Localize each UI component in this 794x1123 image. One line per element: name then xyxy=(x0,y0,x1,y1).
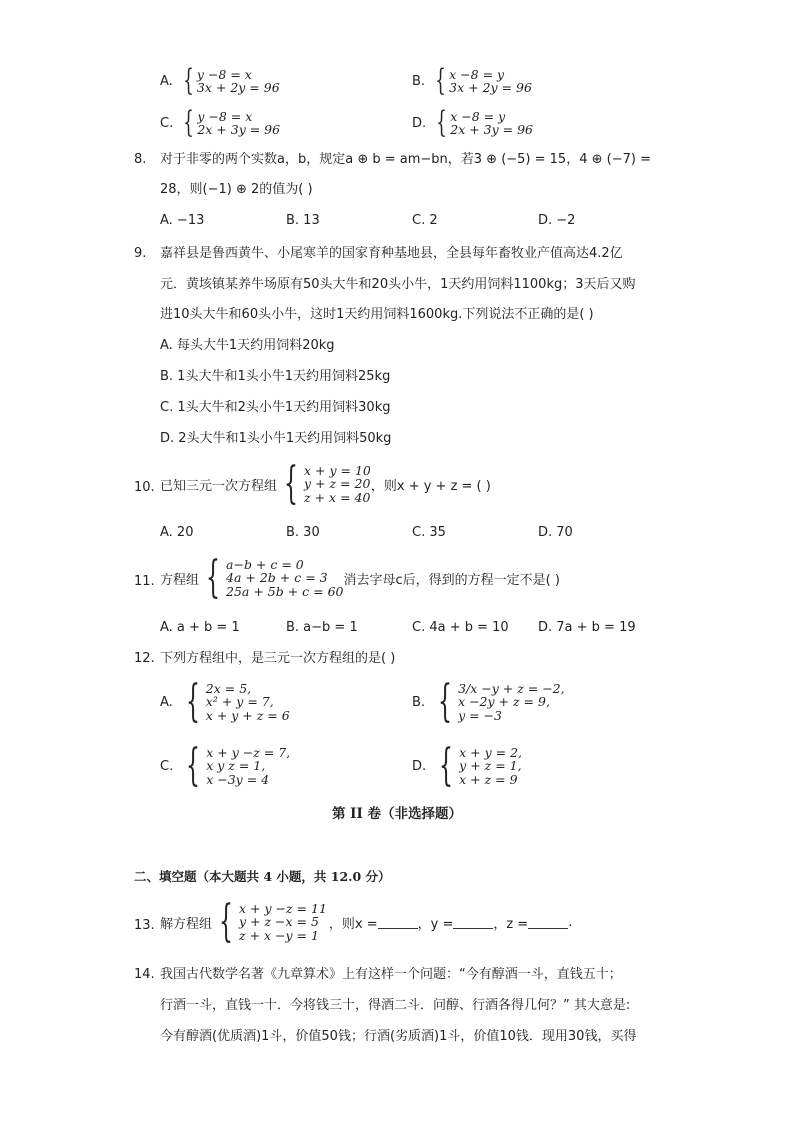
q7-option-a[interactable] xyxy=(160,63,280,98)
option-label: B. xyxy=(412,73,426,89)
q14-stem-line1: 我国古代数学名著《九章算术》上有这样一个问题：“今有醇酒一斗，直钱五十； xyxy=(160,967,622,982)
brace-icon: { xyxy=(438,676,453,727)
x-answer-blank[interactable] xyxy=(378,916,418,929)
stem-prefix: 解方程组 xyxy=(160,916,213,932)
brace-icon: { xyxy=(183,105,195,140)
z-answer-blank[interactable] xyxy=(528,916,568,929)
part-heading: 第 II 卷（非选择题） xyxy=(331,806,463,822)
q11-stem xyxy=(160,552,560,603)
equation: 4a + 2b + c = 3 xyxy=(226,570,328,586)
end-period: . xyxy=(568,914,573,930)
q14-stem-line2: 行酒一斗，直钱一十．今将钱三十，得酒二斗．问醇、行酒各得几何？” 其大意是: xyxy=(160,998,631,1013)
q12-option-a[interactable] xyxy=(160,676,290,727)
equation: a−b + c = 0 xyxy=(226,556,304,572)
q7-option-c[interactable] xyxy=(160,105,281,140)
stem-suffix: 消去字母c后，得到的方程一定不是( ) xyxy=(343,572,560,588)
equation: x + y −z = 7, xyxy=(206,744,291,760)
option-label: D. xyxy=(412,758,427,774)
q8-stem-line1: 对于非零的两个实数a，b，规定a ⊕ b = am−bn，若3 ⊕ (−5) = 15，4 ⊕ (−7) = xyxy=(160,152,651,167)
equation: z + x = 40 xyxy=(304,489,371,505)
q12-option-b[interactable] xyxy=(412,676,565,727)
q8-option-d[interactable]: D. −2 xyxy=(538,213,576,228)
equation: 25a + 5b + c = 60 xyxy=(226,583,344,599)
brace-icon: { xyxy=(183,63,194,98)
option-label: A. xyxy=(160,694,173,710)
equation: y −8 = x xyxy=(196,66,252,82)
stem-prefix: 已知三元一次方程组 xyxy=(160,478,278,494)
q12-stem: 下列方程组中，是三元一次方程组的是( ) xyxy=(160,651,396,666)
q9-stem-line1: 嘉祥县是鲁西黄牛、小尾寒羊的国家育种基地县，全县每年畜牧业产值高达4.2亿 xyxy=(160,246,623,261)
equation: y + z = 1, xyxy=(459,758,522,774)
equation: y −8 = x xyxy=(197,108,253,124)
q11-option-a[interactable]: A. a + b = 1 xyxy=(160,620,240,635)
option-label: A. xyxy=(160,73,173,89)
option-label: C. xyxy=(160,758,174,774)
brace-icon: { xyxy=(439,740,454,791)
q8-stem-line2: 28，则(−1) ⊕ 2的值为( ) xyxy=(160,182,313,197)
question-number: 12. xyxy=(134,651,155,666)
q9-stem-line2: 元．黄垓镇某养牛场原有50头大牛和20头小牛，1天约用饲料1100kg；3天后又购 xyxy=(160,277,636,292)
equation: x −3y = 4 xyxy=(206,771,270,787)
question-number: 13. xyxy=(134,918,155,933)
q10-option-c[interactable]: C. 35 xyxy=(412,525,446,540)
equation: 3/x −y + z = −2, xyxy=(458,680,565,696)
equation: 2x = 5, xyxy=(205,680,252,696)
x-answer-label: ，则x = xyxy=(328,916,378,932)
q9-option-a[interactable]: A. 每头大牛1天约用饲料20kg xyxy=(160,338,335,353)
q10-option-d[interactable]: D. 70 xyxy=(538,525,573,540)
equation: y = −3 xyxy=(458,707,502,723)
q12-option-d[interactable] xyxy=(412,740,523,791)
stem-suffix: ，则x + y + z = ( ) xyxy=(370,478,491,494)
option-label: C. xyxy=(160,115,174,131)
equation: x + y = 2, xyxy=(459,744,523,760)
question-number: 9. xyxy=(134,246,147,261)
q10-option-a[interactable]: A. 20 xyxy=(160,525,194,540)
q12-option-c[interactable] xyxy=(160,740,291,791)
brace-icon: { xyxy=(436,105,447,140)
brace-icon: { xyxy=(185,676,200,727)
equation: 3x + 2y = 96 xyxy=(196,80,280,95)
q11-option-b[interactable]: B. a−b = 1 xyxy=(286,620,358,635)
q9-option-b[interactable]: B. 1头大牛和1头小牛1天约用饲料25kg xyxy=(160,369,391,384)
question-number: 11. xyxy=(134,574,155,589)
q10-option-b[interactable]: B. 30 xyxy=(286,525,320,540)
equation: x + z = 9 xyxy=(459,771,518,787)
brace-icon: { xyxy=(186,740,201,791)
stem-prefix: 方程组 xyxy=(160,572,200,588)
brace-icon: { xyxy=(219,896,234,947)
equation: 3x + 2y = 96 xyxy=(449,80,532,95)
brace-icon: { xyxy=(435,63,446,98)
question-number: 8. xyxy=(134,152,147,167)
z-answer-label: ，z = xyxy=(493,916,529,932)
equation: y + z −x = 5 xyxy=(239,914,319,930)
option-label: D. xyxy=(412,115,427,131)
q11-option-c[interactable]: C. 4a + b = 10 xyxy=(412,620,509,635)
equation: z + x −y = 1 xyxy=(239,927,319,943)
equation: x + y −z = 11 xyxy=(239,900,327,916)
equation: x + y + z = 6 xyxy=(205,707,290,723)
equation: 2x + 3y = 96 xyxy=(450,122,534,137)
equation: x y z = 1, xyxy=(206,758,266,774)
q8-option-b[interactable]: B. 13 xyxy=(286,213,320,228)
equation: x² + y = 7, xyxy=(205,694,274,710)
q7-option-b[interactable] xyxy=(412,63,532,98)
q13-stem xyxy=(160,896,573,947)
option-label: B. xyxy=(412,694,426,710)
y-answer-label: ，y = xyxy=(417,916,454,932)
y-answer-blank[interactable] xyxy=(453,916,493,929)
q11-option-d[interactable]: D. 7a + b = 19 xyxy=(538,620,636,635)
q8-option-c[interactable]: C. 2 xyxy=(412,213,438,228)
brace-icon: { xyxy=(206,552,221,603)
equation: x −8 = y xyxy=(450,108,506,124)
equation: x −2y + z = 9, xyxy=(458,694,550,710)
brace-icon: { xyxy=(284,458,299,509)
q10-stem xyxy=(160,458,491,509)
q9-option-d[interactable]: D. 2头大牛和1头小牛1天约用饲料50kg xyxy=(160,431,392,446)
q14-stem-line3: 今有醇酒(优质酒)1斗，价值50钱；行酒(劣质酒)1斗，价值10钱．现用30钱，买得 xyxy=(160,1029,637,1044)
q8-option-a[interactable]: A. −13 xyxy=(160,213,205,228)
question-number: 14. xyxy=(134,967,155,982)
q9-option-c[interactable]: C. 1头大牛和2头小牛1天约用饲料30kg xyxy=(160,400,391,415)
equation: x −8 = y xyxy=(449,66,505,82)
equation: x + y = 10 xyxy=(304,462,371,478)
section-heading: 二、填空题（本大题共 4 小题，共 12.0 分） xyxy=(134,869,391,884)
equation: y + z = 20 xyxy=(304,476,371,492)
q9-stem-line3: 进10头大牛和60头小牛，这时1天约用饲料1600kg.下列说法不正确的是( ) xyxy=(160,307,594,322)
equation: 2x + 3y = 96 xyxy=(197,122,281,137)
question-number: 10. xyxy=(134,480,155,495)
q7-option-d[interactable] xyxy=(412,105,534,140)
